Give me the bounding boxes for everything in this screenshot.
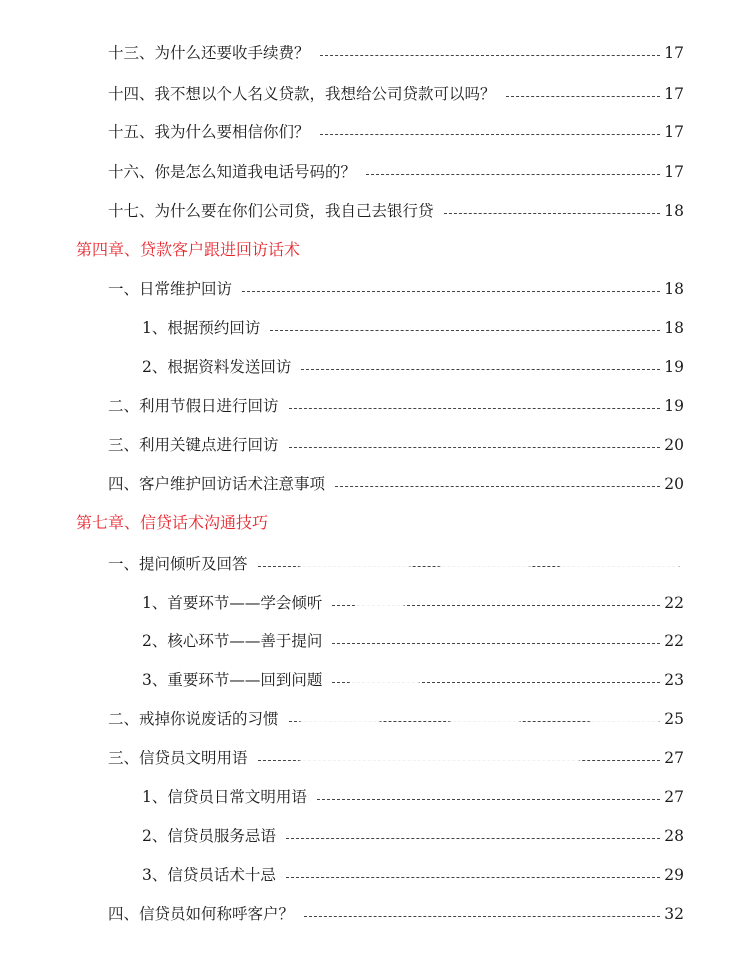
toc-subentry[interactable] (0, 356, 684, 378)
dot-leader (286, 837, 660, 839)
chapter-heading[interactable]: 第四章、贷款客户跟进回访话术 (76, 240, 301, 259)
toc-entry-label: 3、信贷员话术十忌 (142, 866, 276, 884)
dot-leader (304, 915, 660, 917)
dot-leader (444, 212, 661, 214)
dot-leader (317, 798, 660, 800)
dot-leader (320, 54, 661, 56)
toc-page-number: 22 (664, 632, 684, 650)
dot-leader (289, 407, 661, 409)
watermark-blur (350, 662, 420, 698)
dot-leader (270, 329, 660, 331)
toc-subentry[interactable] (0, 317, 684, 339)
toc-page-number: 17 (664, 123, 684, 141)
toc-page-number: 28 (664, 827, 684, 845)
toc-entry-label: 四、客户维护回访话术注意事项 (108, 475, 326, 493)
toc-page-number: 29 (664, 866, 684, 884)
toc-subentry[interactable] (0, 864, 684, 886)
chapter-heading[interactable]: 第七章、信贷话术沟通技巧 (76, 513, 269, 532)
toc-entry-label: 1、信贷员日常文明用语 (142, 788, 307, 806)
watermark-blur (355, 584, 405, 618)
toc-entry-label: 十七、为什么要在你们公司贷，我自己去银行贷 (108, 202, 434, 220)
toc-entry-label: 2、根据资料发送回访 (142, 358, 292, 376)
toc-page-number: 18 (664, 319, 684, 337)
dot-leader (506, 95, 661, 97)
toc-entry[interactable] (0, 473, 684, 495)
toc-entry-label: 三、利用关键点进行回访 (108, 436, 279, 454)
toc-entry[interactable] (0, 278, 684, 300)
toc-entry-label: 2、信贷员服务忌语 (142, 827, 276, 845)
toc-entry-label: 四、信贷员如何称呼客户？ (108, 905, 295, 923)
toc-entry[interactable] (0, 83, 684, 105)
toc-page-number: 20 (664, 436, 684, 454)
toc-page-number: 18 (664, 280, 684, 298)
toc-entry[interactable] (0, 161, 684, 183)
toc-entry-label: 二、利用节假日进行回访 (108, 397, 279, 415)
toc-page-number: 17 (664, 163, 684, 181)
toc-entry-label: 3、重要环节——回到问题 (142, 671, 323, 689)
watermark-blur (300, 742, 580, 776)
toc-subentry[interactable] (0, 630, 684, 652)
toc-entry[interactable] (0, 121, 684, 143)
dot-leader (332, 642, 660, 644)
toc-entry-label: 三、信贷员文明用语 (108, 749, 248, 767)
toc-entry-label: 十四、我不想以个人名义贷款，我想给公司贷款可以吗？ (108, 85, 496, 103)
toc-entry[interactable] (0, 200, 684, 222)
toc-page-number: 19 (664, 397, 684, 415)
dot-leader (242, 290, 660, 292)
toc-entry-label: 1、首要环节——学会倾听 (142, 594, 323, 612)
toc-entry-label: 二、戒掉你说废话的习惯 (108, 710, 279, 728)
dot-leader (335, 485, 660, 487)
toc-entry-label: 2、核心环节——善于提问 (142, 632, 323, 650)
toc-entry-label: 一、提问倾听及回答 (108, 555, 248, 573)
toc-page-number: 27 (664, 788, 684, 806)
toc-page-number: 27 (664, 749, 684, 767)
watermark-blur (300, 702, 380, 736)
toc-page-number: 18 (664, 202, 684, 220)
toc-entry-label: 十六、你是怎么知道我电话号码的？ (108, 163, 357, 181)
toc-entry[interactable] (0, 434, 684, 456)
toc-entry-label: 1、根据预约回访 (142, 319, 261, 337)
toc-page-number: 17 (664, 44, 684, 62)
dot-leader (286, 876, 660, 878)
toc-subentry[interactable] (0, 592, 684, 614)
watermark-blur (440, 548, 530, 594)
toc-page-number: 32 (664, 905, 684, 923)
toc-page-number: 19 (664, 358, 684, 376)
watermark-blur (590, 704, 660, 740)
toc-entry-label: 一、日常维护回访 (108, 280, 233, 298)
toc-page-number: 22 (664, 594, 684, 612)
toc-subentry[interactable] (0, 825, 684, 847)
dot-leader (366, 173, 660, 175)
toc-entry[interactable] (0, 395, 684, 417)
toc-entry-label: 十三、为什么还要收手续费？ (108, 44, 310, 62)
toc-page-number: 20 (664, 475, 684, 493)
toc-entry[interactable] (0, 42, 684, 64)
toc-entry[interactable] (0, 903, 684, 925)
dot-leader (289, 446, 661, 448)
watermark-blur (560, 545, 680, 585)
toc-page-number: 25 (664, 710, 684, 728)
dot-leader (320, 133, 661, 135)
toc-subentry[interactable] (0, 669, 684, 691)
toc-page-number: 17 (664, 85, 684, 103)
toc-page-number: 23 (664, 671, 684, 689)
toc-subentry[interactable] (0, 786, 684, 808)
watermark-blur (450, 702, 520, 742)
toc-entry-label: 十五、我为什么要相信你们？ (108, 123, 310, 141)
watermark-blur (300, 545, 410, 587)
dot-leader (301, 368, 660, 370)
